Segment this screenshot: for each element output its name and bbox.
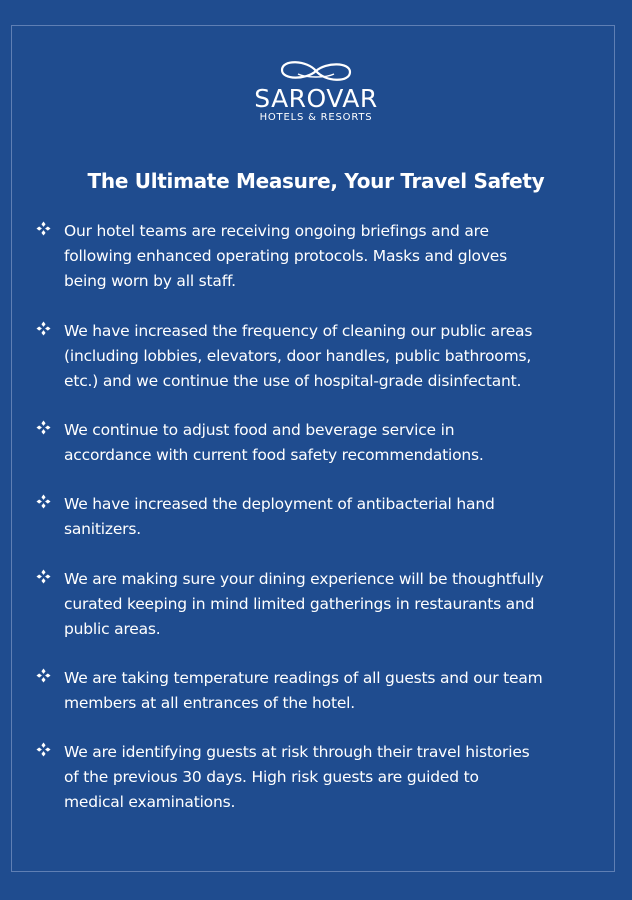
- list-item-text: We have increased the deployment of antibacterial hand sanitizers.: [64, 495, 495, 538]
- diamond-bullet-icon: [36, 420, 51, 435]
- diamond-bullet-icon: [36, 221, 51, 236]
- list-item-text: We are identifying guests at risk through their travel histories of the previous 30 days. High risk guests are guided to medical examinations.: [64, 743, 530, 811]
- diamond-bullet-icon: [36, 742, 51, 757]
- list-item-text: We continue to adjust food and beverage service in accordance with current food safety recommendations.: [64, 421, 484, 464]
- list-item: [36, 666, 606, 716]
- diamond-bullet-icon: [36, 494, 51, 509]
- list-item-text: Our hotel teams are receiving ongoing briefings and are following enhanced operating protocols. Masks and gloves being worn by all staff.: [64, 222, 508, 290]
- list-item: [36, 740, 606, 815]
- list-item: [36, 567, 606, 642]
- page-title: The Ultimate Measure, Your Travel Safety: [87, 169, 545, 193]
- diamond-bullet-icon: [36, 569, 51, 584]
- list-item: [36, 492, 606, 542]
- diamond-bullet-icon: [36, 668, 51, 683]
- list-item: [36, 418, 606, 468]
- list-item: [36, 319, 606, 394]
- list-item-text: We are making sure your dining experience will be thoughtfully curated keeping in mind limited gatherings in restaurants and public areas.: [64, 570, 544, 638]
- list-item-text: We have increased the frequency of cleaning our public areas (including lobbies, elevators, door handles, public bathrooms, etc.) and we continue the use of hospital-grade disinfectant.: [64, 322, 533, 390]
- brand-tagline: HOTELS & RESORTS: [259, 112, 373, 123]
- list-item-text: We are taking temperature readings of all guests and our team members at all entrances of the hotel.: [64, 669, 543, 712]
- list-item: [36, 219, 606, 294]
- brand-name: SAROVAR: [254, 84, 378, 113]
- diamond-bullet-icon: [36, 321, 51, 336]
